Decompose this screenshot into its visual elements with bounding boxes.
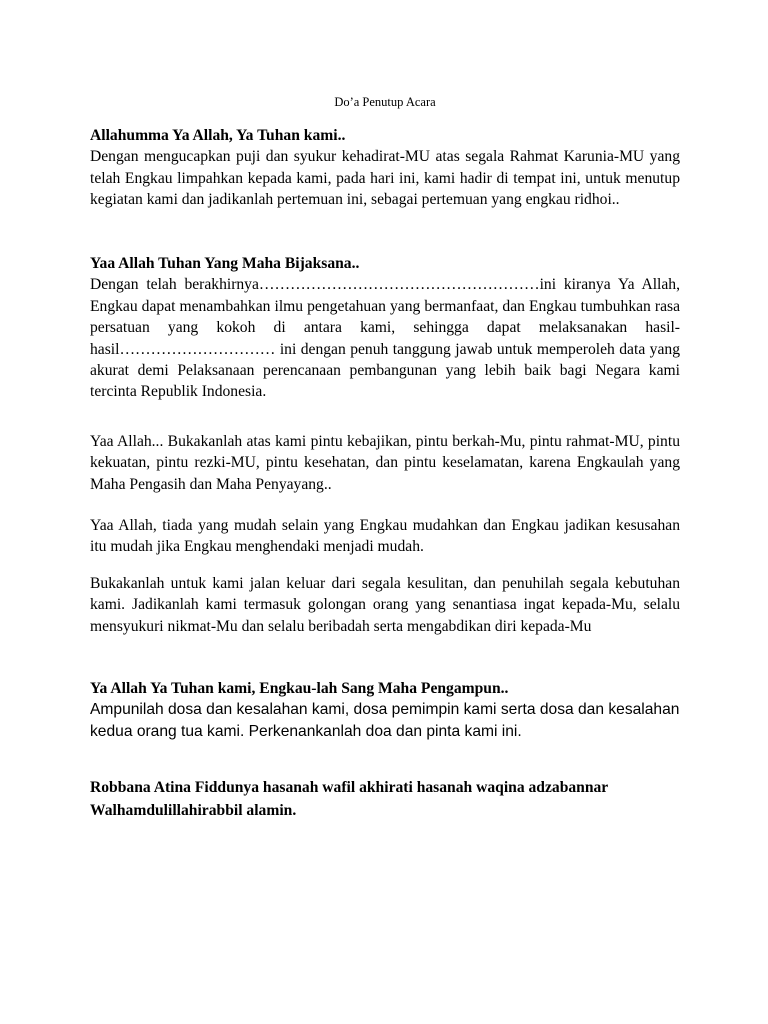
- closing-line-robbana: Robbana Atina Fiddunya hasanah wafil akhirati hasanah waqina adzabannar: [90, 779, 609, 796]
- kemudahan-paragraph: Yaa Allah, tiada yang mudah selain yang Engkau mudahkan dan Engkau jadikan kesusahan itu mudah jika Engkau menghendaki menjadi mudah.: [90, 517, 680, 556]
- pengampun-paragraph: Ampunilah dosa dan kesalahan kami, dosa pemimpin kami serta dosa dan kesalahan kedua orang tua kami. Perkenankanlah doa dan pinta kami ini.: [90, 701, 680, 740]
- bijaksana-paragraph: Dengan telah berakhirnya………………………………………………ini kiranya Ya Allah, Engkau dapat menambahkan ilmu pengetahuan yang bermanfaat, dan Engkau tumbuhkan rasa persatuan yang kokoh di antara kami, sehingga dapat melaksanakan hasil-hasil………………………… ini dengan penuh tanggung jawab untuk memperoleh data yang akurat demi Pelaksanaan perencanaan pembangunan yang lebih baik bagi Negara kami tercinta Republik Indonesia.: [90, 276, 680, 401]
- opening-paragraph: Dengan mengucapkan puji dan syukur kehadirat-MU atas segala Rahmat Karunia-MU yang telah Engkau limpahkan kepada kami, pada hari ini, kami hadir di tempat ini, untuk menutup kegiatan kami dan jadikanlah pertemuan ini, sebagai pertemuan yang engkau ridhoi..: [90, 148, 680, 209]
- kesulitan-paragraph: Bukakanlah untuk kami jalan keluar dari segala kesulitan, dan penuhilah segala kebutuhan kami. Jadikanlah kami termasuk golongan orang yang senantiasa ingat kepada-Mu, selalu mensyukuri nikmat-Mu dan selalu beribadah serta mengabdikan diri kepada-Mu: [90, 575, 680, 635]
- section-opening: [90, 125, 680, 211]
- closing-prayer: [90, 776, 680, 822]
- bijaksana-heading: Yaa Allah Tuhan Yang Maha Bijaksana..: [90, 255, 360, 272]
- pintu-paragraph: Yaa Allah... Bukakanlah atas kami pintu kebajikan, pintu berkah-Mu, pintu rahmat-MU, pintu kekuatan, pintu rezki-MU, pintu kesehatan, dan pintu keselamatan, karena Engkaulah yang Maha Pengasih dan Maha Penyayang..: [90, 433, 680, 493]
- closing-line-walhamdulillah: Walhamdulillahirabbil alamin.: [90, 802, 297, 819]
- opening-heading: Allahumma Ya Allah, Ya Tuhan kami..: [90, 127, 346, 144]
- section-bijaksana: [90, 253, 680, 403]
- pengampun-heading: Ya Allah Ya Tuhan kami, Engkau-lah Sang Maha Pengampun..: [90, 680, 509, 697]
- section-pengampun: [90, 678, 680, 743]
- document-title: Do’a Penutup Acara: [334, 95, 436, 109]
